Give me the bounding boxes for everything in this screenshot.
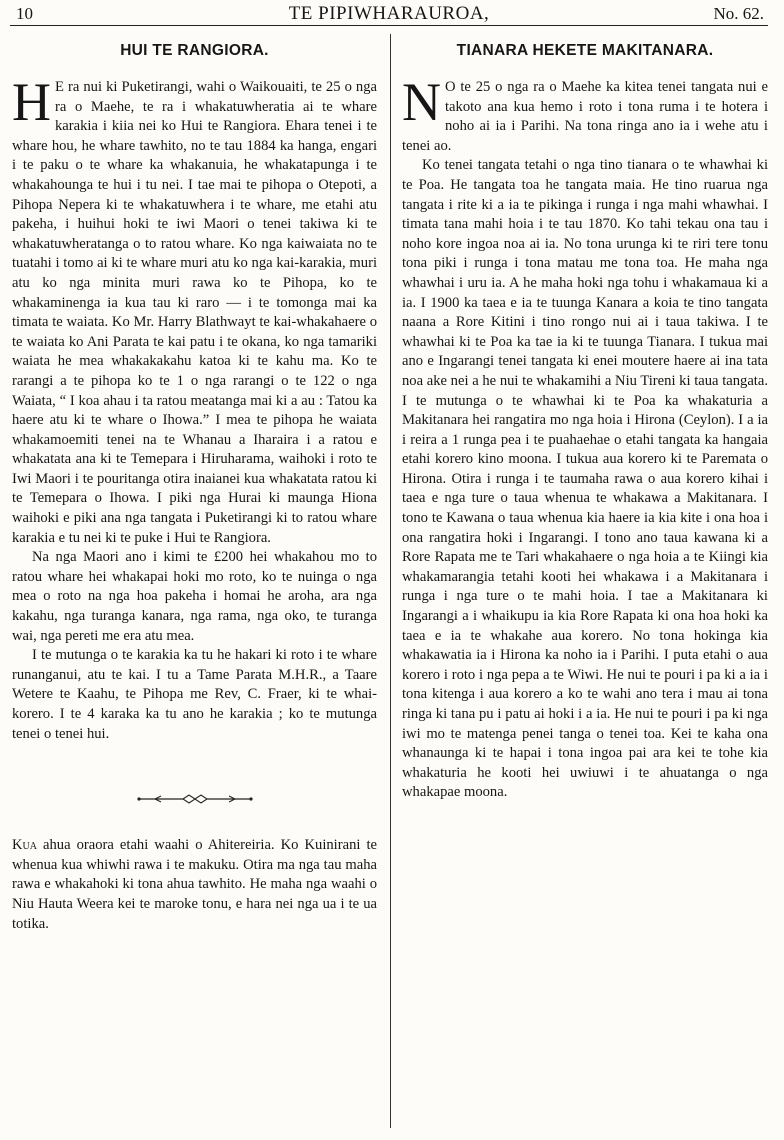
article-tianara-hekete-makitanara xyxy=(402,40,768,803)
article-paragraph: Ko tenei tangata tetahi o nga tino tianara o te whawhai ki te Poa. He tangata toa he tangata maia. He tino ruarua nga tangata i rite ki a ia te pikinga i runga i nga mahi whawhai. I timata tana mahi hoia i te tau 1870. Ko tahi tekau ona tau i noho kore ingoa noa ai ia. No tona urunga ki te riri tere tonu tona piki i runga i tona matau me tona toa. He maha nga whawhai i uru ia. A he maha hoki nga tohu i whakamaua ki a ia. I 1900 ka taea e ia te tuunga Kanara a koia te tino tangata naana a Rore Kitini i tino rongo nui ai i taua takiwa. I te whawhai ki te Poa ka tae ia ki te tuunga Tianara. I tukua mai ano e Ingarangi tenei tangata ki enei moutere haere ai ina tata noa ake nei a he nui te whakamihi a Niu Tireni ki taua tangata. I te mutunga o te whawhai ki te Poa ka whakaturia a Makitanara hei rangatira mo nga hoia i Hirona (Ceylon). I a ia i reira a 1 runga pea i te puahaehae o etahi tangata ka hangaia etahi korero kino moona. I tukua aua korero ki te Paremata o Hirona. Otira i runga i te taumaha rawa o aua korero kihai i taea e nga ture o taua whenua te whakawa a Makitanara. I tono te Kawana o taua whenua kia haere ia kia kite i ona hoa i ona rangatira hoki i Ingarangi. I tono ano taua kawana ki a Rore Rapata me te Tari whakahaere o nga hoia a te Kiingi kia whakamarangia tetahi kooti hei whakawa i a Makitanara i runga i nga ture o te mahi hoia. I tae a Makitanara ki Ingarangi a i whaikupu ia kia Rore Rapata ki ona hoa hoki ka taea e ia te whakahe aua korero. No tona hokinga kia whakawatia ia i Hirona ka noho ia i Parihi. I puta etahi o aua korero i roto i nga pepa a te Wiwi. He nui te pouri i pa ki a ia i tona kitenga i aua korero a ko te wahi ano tera i mau ai tona ringa ki tana pu i patu ai hoki i a ia. He nui te pouri i pa ki nga iwi mo te matenga penei tanga o tenei toa. Kei te kaha ona whanaunga ki te hapai i tona ingoa pai ara kei te tohe kia whakaturia he kooti hei uwiuwi i te ahuatanga o nga whakapae moona. xyxy=(402,157,768,801)
article-paragraph xyxy=(402,72,768,156)
article-headline: HUI TE RANGIORA. xyxy=(120,42,269,59)
issue-number: No. 62. xyxy=(713,4,764,23)
article-headline: TIANARA HEKETE MAKITANARA. xyxy=(456,42,714,59)
drop-cap: H xyxy=(12,72,51,132)
lead-word: Kua xyxy=(12,837,37,854)
page-number: 10 xyxy=(16,4,33,23)
article-paragraph: Na nga Maori ano i kimi te £200 hei whakahou mo to ratou whare hei whakapai hoki mo roto, ko te nuinga o nga mea o roto na nga hoa pakeha i homai he aroha, ara nga kakahu, nga turanga kanara, nga rama, nga oko, te turanga wai, nga pereti me era atu mea. xyxy=(12,549,377,644)
page-header xyxy=(10,1,768,26)
paragraph-text: ahua oraora etahi waahi o Ahitereiria. Ko Kuinirani te whenua kua whiwhi rawa i te makuku. Otira ma nga tau maha rawa e whakahoki ki tona ahua tawhito. He maha nga waahi o Niu Hauta Weera kei te maroke tonu, e hara nei nga ua i te ua totika. xyxy=(12,837,377,932)
publication-title: TE PIPIWHARAUROA, xyxy=(288,3,490,24)
article-paragraph xyxy=(12,72,377,548)
article-paragraph: I te mutunga o te karakia ka tu he hakari ki roto i te whare runanganui, atu te kai. I tu a Tame Parata M.H.R., a Taare Wetere te Kaahu, te Pihopa me Rev, C. Fraer, ki te whai-korero. I te 4 karaka ka tu ano he karakia ; ko te mutunga tenei o tenei hui. xyxy=(12,647,377,742)
ornament-divider xyxy=(12,792,377,806)
article-hui-te-rangiora xyxy=(12,40,377,934)
paragraph-text: O te 25 o nga ra o Maehe ka kitea tenei tangata nui e takoto ana kua hemo i roto i tona ruma i te hotera i noho ai ia i Parihi. Na tona ringa ano ia i wehe atu i tenei ao. xyxy=(402,79,768,154)
drop-cap: N xyxy=(402,72,441,132)
divider-ornament-icon xyxy=(135,792,255,806)
paragraph-text: E ra nui ki Puketirangi, wahi o Waikouaiti, te 25 o nga ra o Maehe, te ra i whakatuwheratia ai te whare karakia i kiia nei ko Hui te Rangiora. Ehara tenei i te whare hou, he whare tawhito, no te tau 1884 ka hanga, engari i te paku o te whare ka whakanuia, he whakatapunga i te whakahounga te hui i tu nei. I tae mai te pihopa o Otepoti, a Pihopa Nepera ki te whakatuwhera i te whare, me etahi atu pakeha, i huihui hoki te iwi Maori o tenei takiwa ki te whakatuwheratanga o to ratou whare. Ko nga kaiwaiata no te tuatahi i tomo ai ki te whare muri atu ko nga kai-karakia, muri atu ko nga minita muri rawa ko te Pihopa, ko te whakaminenga ia kua tau ki raro — i te tomonga mai ka timata te waiata. Ko Mr. Harry Blathwayt te kai-whakahaere o te waiata ko Ani Parata te kai patu i te okana, ko nga tamariki waiata he mea whakakakahu katoa ki te kahu ma. Ko te rarangi a te pihopa ko te 1 o nga rarangi o te 122 o nga Waiata, “ I koa ahau i ta ratou meatanga mai ki a au : Tatou ka haere atu ki te whare o Ihowa.” I mea te pihopa he waiata whakamoemiti tenei na te Whanau a Iharaira i a ratou e whakatata ana ki te Temepara i Hiruharama, waihoki i roto te Iwi Maori i te pouritanga otira inaianei kua whakatata ratou ki te Temepara o Ihowa. I piki nga Hurai ki maunga Hiona waihoki e piki ana nga tangata i Puketirangi ki to ratou whare karakia e tu nei ki te puke i Hui te Rangiora. xyxy=(12,79,377,546)
article-paragraph xyxy=(12,836,377,934)
column-divider xyxy=(390,34,391,1128)
